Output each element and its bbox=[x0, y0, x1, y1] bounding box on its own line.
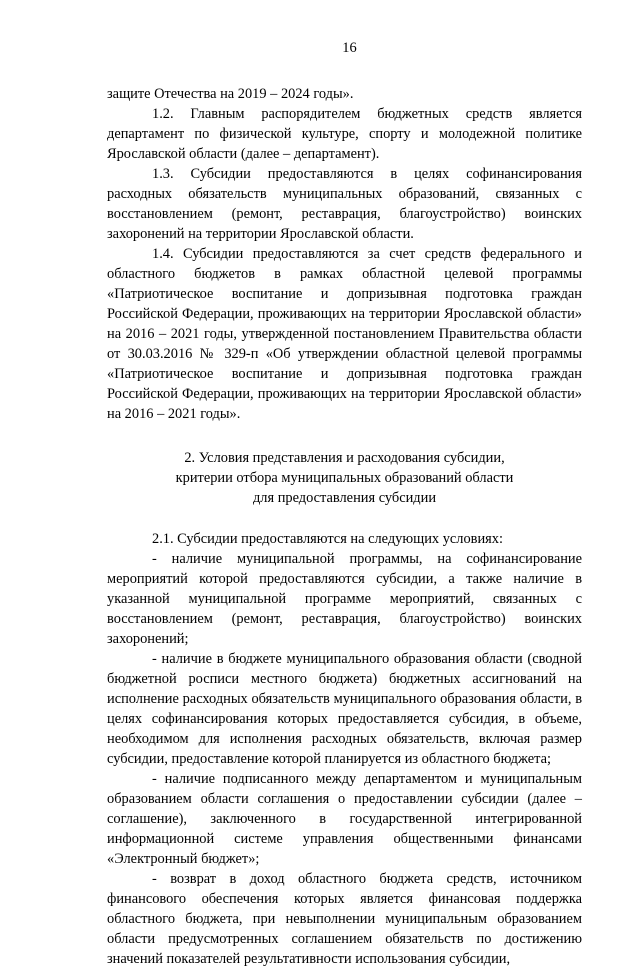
section-heading-line: 2. Условия представления и расходования субсидии, bbox=[184, 450, 505, 466]
section-heading-line: для предоставления субсидии bbox=[252, 490, 437, 506]
paragraph: - наличие муниципальной программы, на софинансирование мероприятий которой предоставляются субсидии, а также наличие в указанной муниципальной программе мероприятий, связанных с восстановлением (ремонт, реставрация, благоустройство) воинских захоронений; bbox=[107, 551, 582, 647]
page-number: 16 bbox=[342, 40, 357, 56]
paragraph: - наличие в бюджете муниципального образования области (сводной бюджетной росписи местного бюджета) бюджетных ассигнований на исполнение расходных обязательств муниципального образования области, в целях софинансирования которых предоставляется субсидия, в объеме, необходимом для исполнения расходных обязательств, включая размер субсидии, предоставление которой планируется из областного бюджета; bbox=[107, 651, 582, 767]
paragraph: 1.4. Субсидии предоставляются за счет средств федерального и областного бюджетов в рамках областной целевой программы «Патриотическое воспитание и допризывная подготовка граждан Российской Федерации, проживающих на территории Ярославской области» на 2016 – 2021 годы, утвержденной постановлением Правительства области от 30.03.2016 № 329-п «Об утверждении областной целевой программы «Патриотическое воспитание и допризывная подготовка граждан Российской Федерации, проживающих на территории Ярославской области» на 2016 – 2021 годы». bbox=[107, 246, 582, 422]
paragraph: 1.3. Субсидии предоставляются в целях софинансирования расходных обязательств муниципальных образований, связанных с восстановлением (ремонт, реставрация, благоустройство) воинских захоронений на территории Ярославской области. bbox=[107, 166, 582, 242]
paragraph: 1.2. Главным распорядителем бюджетных средств является департамент по физической культуре, спорту и молодежной политике Ярославской области (далее – департамент). bbox=[107, 106, 582, 162]
section-heading-line: критерии отбора муниципальных образований области bbox=[175, 470, 514, 486]
paragraph: 2.1. Субсидии предоставляются на следующих условиях: bbox=[152, 531, 503, 547]
section-heading bbox=[107, 448, 582, 508]
paragraph: защите Отечества на 2019 – 2024 годы». bbox=[107, 86, 354, 102]
paragraph: - возврат в доход областного бюджета средств, источником финансового обеспечения которых является финансовая поддержка областного бюджета, при невыполнении муниципальным образованием области предусмотренных соглашением обязательств по достижению значений показателей результативности использования субсидии, bbox=[107, 871, 582, 967]
paragraph: - наличие подписанного между департаментом и муниципальным образованием области соглашения о предоставлении субсидии (далее – соглашение), заключенного в государственной интегрированной информационной системе управления общественными финансами «Электронный бюджет»; bbox=[107, 771, 582, 867]
